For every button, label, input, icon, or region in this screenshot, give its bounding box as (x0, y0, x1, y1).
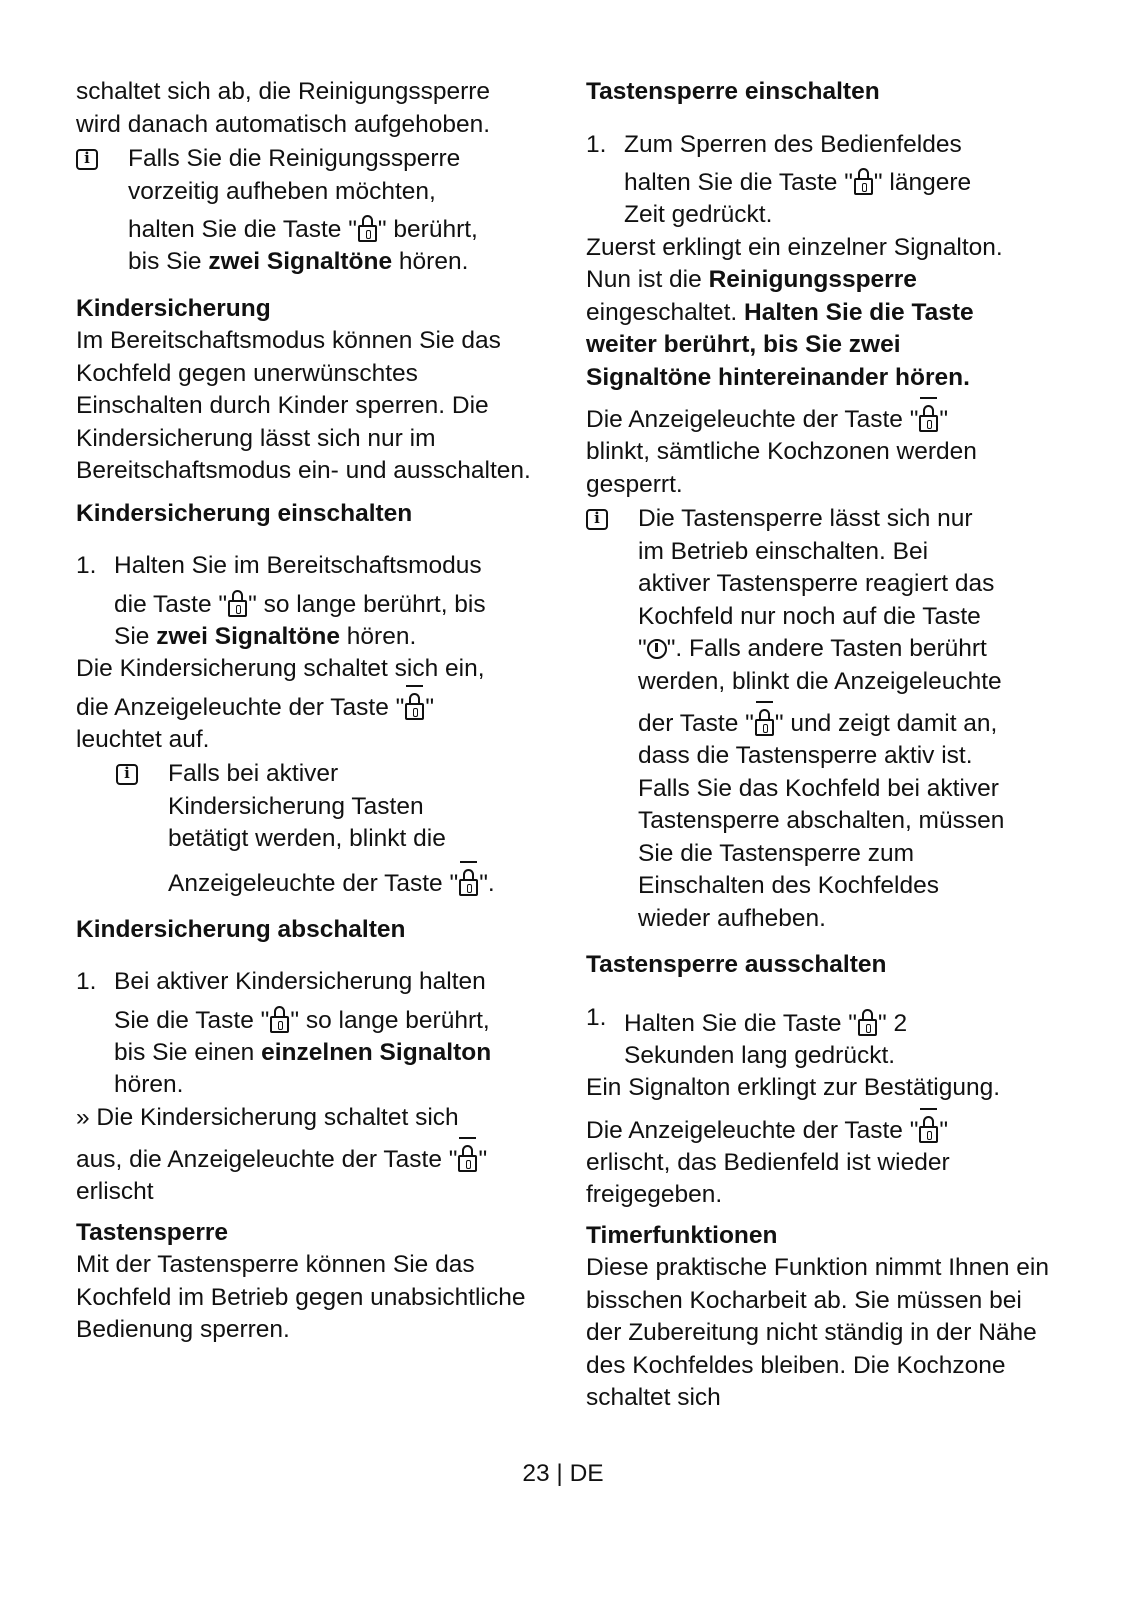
list-item: 1. Halten Sie die Taste " " 2 Sekunden lang gedrückt. (586, 1003, 908, 1069)
key-lock-icon (458, 1144, 477, 1172)
result-text: Die Kindersicherung schaltet sich ein, (76, 655, 485, 682)
key-lock-icon (854, 167, 873, 195)
result-text: erlischt (76, 1178, 154, 1205)
result-text: eingeschaltet. Halten Sie die Taste (586, 298, 974, 326)
info-icon (76, 149, 98, 170)
result-text: Die Anzeigeleuchte der Taste " " (586, 406, 949, 433)
intro-text: schaltet sich ab, die Reinigungssperre wird danach automatisch aufgehoben. (76, 78, 491, 138)
key-lock-icon (919, 404, 938, 432)
result-text: » Die Kindersicherung schaltet sich (76, 1103, 459, 1131)
list-item: 1. Bei aktiver Kindersicherung halten Sie die Taste " " so lange berührt, bis Sie einen einzelnen Signalton hören. (76, 968, 492, 1098)
key-lock-icon (228, 589, 247, 617)
key-lock-icon (358, 214, 377, 242)
list-item: 1. Zum Sperren des Bedienfeldes halten Sie die Taste " " längere Zeit gedrückt. (586, 130, 972, 228)
heading-kindersicherung: Kindersicherung (76, 294, 271, 322)
tastensperre-text: Mit der Tastensperre können Sie das Kochfeld im Betrieb gegen unabsichtliche Bedienung sperren. (76, 1251, 526, 1343)
heading-timerfunktionen: Timerfunktionen (586, 1221, 778, 1249)
key-lock-icon (405, 692, 424, 720)
key-lock-icon (270, 1005, 289, 1033)
result-text: blinkt, sämtliche Kochzonen werden gesperrt. (586, 438, 977, 498)
result-text: Nun ist die Reinigungssperre (586, 266, 917, 293)
info-icon (116, 764, 138, 785)
result-text: Signaltöne hintereinander hören. (586, 363, 970, 391)
info-note-tastensperre: i Die Tastensperre lässt sich nur im Betrieb einschalten. Bei aktiver Tastensperre reagiert das Kochfeld nur noch auf die Taste " ". Falls andere Tasten berührt werden, blinkt die Anzeigeleuchte der Taste " " und zeigt damit an, dass die Tastensperre aktiv ist. Falls Sie das Kochfeld bei aktiver Tastensperre abschalten, müssen Sie die Tastensperre zum Einschalten des Kochfeldes wieder aufheben. (586, 503, 1056, 935)
heading-tastensperre-ausschalten: Tastensperre ausschalten (586, 951, 887, 978)
key-lock-icon (858, 1008, 877, 1036)
heading-tastensperre: Tastensperre (76, 1218, 229, 1246)
result-text: aus, die Anzeigeleuchte der Taste " " (76, 1146, 488, 1173)
key-lock-icon (755, 708, 774, 736)
steps-kindersicherung-einschalten (76, 550, 546, 653)
info-note-kindersicherung: i Falls bei aktiver Kindersicherung Tasten betätigt werden, blinkt die Anzeigeleuchte der Taste " ". (116, 758, 546, 906)
result-text: weiter berührt, bis Sie zwei (586, 331, 901, 358)
steps-tastensperre-einschalten (586, 129, 1056, 232)
steps-kindersicherung-abschalten (76, 966, 546, 1102)
heading-kindersicherung-einschalten: Kindersicherung einschalten (76, 499, 413, 527)
left-column (76, 76, 546, 1347)
power-icon (647, 639, 667, 659)
info-icon (586, 509, 608, 530)
result-text: Ein Signalton erklingt zur Bestätigung. (586, 1074, 1001, 1101)
info-note-cleaning-lock: i Falls Sie die Reinigungssperre vorzeitig aufheben möchten, halten Sie die Taste " " berührt, bis Sie zwei Signaltöne hören. (76, 143, 546, 279)
kindersicherung-text: Im Bereitschaftsmodus können Sie das Kochfeld gegen unerwünschtes Einschalten durch Kinder sperren. Die Kindersicherung lässt sich nur im Bereitschaftsmodus ein- und ausschalten. (76, 327, 531, 484)
result-text: Die Anzeigeleuchte der Taste " " (586, 1116, 949, 1144)
right-column (586, 76, 1056, 1415)
heading-kindersicherung-abschalten: Kindersicherung abschalten (76, 915, 406, 943)
list-item: 1. Halten Sie im Bereitschaftsmodus die Taste " " so lange berührt, bis Sie zwei Signaltöne hören. (76, 552, 486, 650)
key-lock-icon (459, 868, 478, 896)
result-text: die Anzeigeleuchte der Taste " " (76, 693, 435, 721)
key-lock-icon (919, 1115, 938, 1143)
heading-tastensperre-einschalten: Tastensperre einschalten (586, 78, 880, 105)
result-text: erlischt, das Bedienfeld ist wieder freigegeben. (586, 1148, 950, 1208)
page-number: 23 | DE (522, 1460, 604, 1487)
result-text: Zuerst erklingt ein einzelner Signalton. (586, 233, 1003, 261)
timerfunktionen-text: Diese praktische Funktion nimmt Ihnen ein bisschen Kocharbeit ab. Sie müssen bei der Zubereitung nicht ständig in der Nähe des Kochfeldes bleiben. Die Kochzone schaltet sich (586, 1254, 1049, 1411)
steps-tastensperre-ausschalten (586, 1002, 1056, 1073)
result-text: leuchtet auf. (76, 725, 210, 753)
